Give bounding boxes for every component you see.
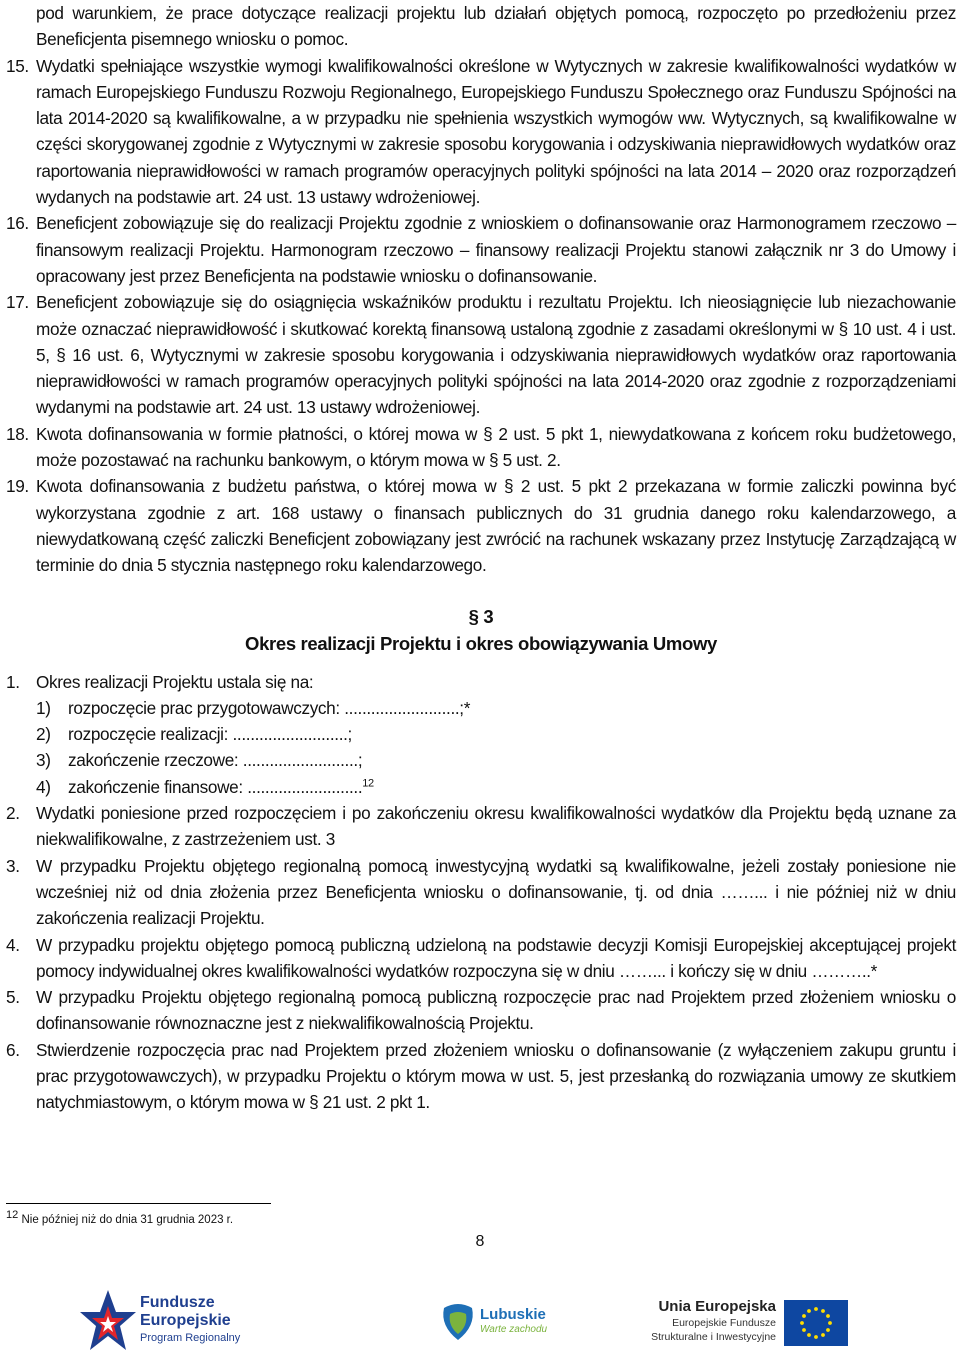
item-number: 6. (6, 1039, 20, 1060)
footnote (6, 1209, 234, 1228)
lubuskie-logo (438, 1288, 558, 1360)
sub-list-item (6, 747, 956, 773)
item-text: Wydatki poniesione przed rozpoczęciem i po zakończeniu okresu kwalifikowalności wydatków dla Projektu będą uznane za niekwalifikowalne, z zastrzeżeniem ust. 3 (36, 803, 956, 850)
page-number: 8 (475, 1233, 485, 1250)
list-item (6, 800, 956, 853)
fe-line2: Europejskie (140, 1312, 231, 1329)
list-item (6, 1037, 956, 1116)
ue-line2: Europejskie Fundusze (672, 1317, 776, 1329)
item-number: 19. (6, 476, 29, 497)
footnote-reference[interactable]: 12 (362, 776, 374, 789)
list-item (6, 210, 956, 289)
item-number: 16. (6, 213, 29, 234)
ue-line1: Unia Europejska (658, 1298, 776, 1315)
list-item (6, 473, 956, 578)
lubuskie-name: Lubuskie (480, 1306, 546, 1323)
fundusze-europejskie-logo (78, 1288, 278, 1360)
item-number: 5. (6, 987, 20, 1008)
item-text: Wydatki spełniające wszystkie wymogi kwalifikowalności określone w Wytycznych w zakresie kwalifikowalności wydatków w ramach Europejskiego Funduszu Rozwoju Regionalnego, Europejskiego Funduszu Społecznego oraz Funduszu Spójności na lata 2014-2020 są kwalifikowalne, a w przypadku nie spełnienia wszystkich wymogów ww. Wytycznych, są kwalifikowalne w części skorygowanej zgodnie z Wytycznymi w zakresie sposobu korygowania i odzyskiwania nieprawidłowych wydatków oraz raportowania nieprawidłowości w ramach programów operacyjnych polityki spójności na lata 2014 – 2020 oraz rozporządzeń wydanych na podstawie art. 24 ust. 13 ustawy wdrożeniowej. (36, 55, 956, 208)
sub-item-number: 4) (36, 776, 51, 797)
item-text: Beneficjent zobowiązuje się do realizacji Projektu zgodnie z wnioskiem o dofinansowanie oraz Harmonogramem rzeczowo – finansowym realizacji Projektu. Harmonogram rzeczowo – finansowy realizacji Projektu stanowi załącznik nr 3 do Umowy i opracowany jest przez Beneficjenta na podstawie wniosku o dofinansowanie. (36, 213, 956, 286)
item-text: W przypadku Projektu objętego regionalną pomocą publiczną rozpoczęcie prac nad Projektem przed złożeniem wniosku o dofinansowanie równoznaczne jest z niekwalifikowalnością Projektu. (36, 987, 956, 1034)
sub-list-item (6, 695, 956, 721)
list-item (6, 984, 956, 1037)
continued-paragraph: pod warunkiem, że prace dotyczące realizacji projektu lub działań objętych pomocą, rozpoczęto po przedłożeniu przez Beneficjenta pisemnego wniosku o pomoc. (36, 3, 956, 50)
footnote-divider (6, 1203, 271, 1204)
fe-line3: Program Regionalny (140, 1332, 241, 1344)
lubuskie-tagline: Warte zachodu (480, 1324, 548, 1335)
sub-item-number: 1) (36, 697, 51, 718)
sub-list-item (6, 721, 956, 747)
lubuskie-mark-icon (438, 1300, 478, 1350)
item-number: 2. (6, 803, 20, 824)
section-title: Okres realizacji Projektu i okres obowiązywania Umowy (245, 632, 717, 654)
eu-flag-icon (784, 1300, 848, 1346)
item-number: 17. (6, 292, 29, 313)
footnote-number: 12 (6, 1209, 19, 1222)
list-item (6, 669, 956, 695)
fe-star-icon (78, 1288, 138, 1360)
top-numbered-list (6, 53, 956, 579)
item-number: 15. (6, 55, 29, 76)
item-number: 1. (6, 671, 20, 692)
unia-europejska-logo (648, 1288, 858, 1360)
footnote-text: Nie później niż do dnia 31 grudnia 2023 r. (21, 1214, 234, 1226)
list-item (6, 932, 956, 985)
sub-item-text: rozpoczęcie prac przygotowawczych: ..........................;* (68, 697, 471, 718)
sub-list-item (6, 774, 956, 800)
list-item (6, 421, 956, 474)
fe-line1: Fundusze (140, 1294, 215, 1311)
document-body (6, 0, 956, 1116)
ue-line3: Strukturalne i Inwestycyjne (651, 1331, 776, 1343)
list-item (6, 53, 956, 211)
item-text: Beneficjent zobowiązuje się do osiągnięcia wskaźników produktu i rezultatu Projektu. Ich nieosiągnięcie lub niezachowanie może oznaczać nieprawidłowość i skutkować korektą finansową ustaloną zgodnie z zasadami określonymi w § 10 ust. 4 i ust. 5, § 16 ust. 6, Wytycznymi w zakresie sposobu korygowania i odzyskiwania nieprawidłowych wydatków oraz raportowania nieprawidłowości w ramach programów operacyjnych polityki spójności na lata 2014-2020 oraz zgodnie z rozporządzeniami wydanymi na podstawie art. 24 ust. 13 ustawy wdrożeniowej. (36, 292, 956, 418)
sub-item-text: rozpoczęcie realizacji: ..........................; (68, 724, 352, 745)
item-text: W przypadku Projektu objętego regionalną pomocą inwestycyjną wydatki są kwalifikowalne, jeżeli zostały poniesione nie wcześniej niż od dnia złożenia przez Beneficjenta wniosku o dofinansowanie, tj. od dnia ……... i nie później niż w dniu zakończenia realizacji Projektu. (36, 855, 956, 929)
item-number: 3. (6, 855, 20, 876)
list-item (6, 289, 956, 420)
item-text: W przypadku projektu objętego pomocą publiczną udzieloną na podstawie decyzji Komisji Europejskiej akceptującej projekt pomocy indywidualnej okres kwalifikowalności wydatków rozpoczyna się w dniu ……... i kończy się w dniu ………..* (36, 934, 956, 981)
section-sign: § 3 (468, 605, 494, 627)
section-list (6, 669, 956, 1116)
item-text: Kwota dofinansowania z budżetu państwa, o której mowa w § 2 ust. 5 pkt 2 przekazana w formie zaliczki powinna być wykorzystana zgodnie z art. 168 ustawy o finansach publicznych do 31 grudnia danego roku kalendarzowego, a niewydatkowaną część zaliczki Beneficjent zobowiązany jest zwrócić na rachunek wskazany przez Instytucję Zarządzającą w terminie do dnia 5 stycznia następnego roku kalendarzowego. (36, 476, 956, 576)
item-text: Okres realizacji Projektu ustala się na: (36, 671, 314, 692)
sub-item-number: 3) (36, 750, 51, 771)
item-number: 4. (6, 934, 20, 955)
item-text: Kwota dofinansowania w formie płatności, o której mowa w § 2 ust. 5 pkt 1, niewydatkowana z końcem roku budżetowego, może pozostawać na rachunku bankowym, o którym mowa w § 5 ust. 2. (36, 423, 956, 471)
sub-item-number: 2) (36, 724, 51, 745)
item-number: 18. (6, 423, 29, 444)
sub-item-text: zakończenie finansowe: .......................... (68, 776, 363, 797)
sub-item-text: zakończenie rzeczowe: ..........................; (68, 750, 363, 771)
logo-bar (0, 1288, 960, 1360)
list-item (6, 853, 956, 932)
item-text: Stwierdzenie rozpoczęcia prac nad Projektem przed złożeniem wniosku o dofinansowanie (z wyłączeniem zakupu gruntu i prac przygotowawczych), w przypadku Projektu o którym mowa w ust. 5, jest przesłanką do rozwiązania umowy ze skutkiem natychmiastowym, o którym mowa w § 21 ust. 2 pkt 1. (36, 1039, 956, 1113)
